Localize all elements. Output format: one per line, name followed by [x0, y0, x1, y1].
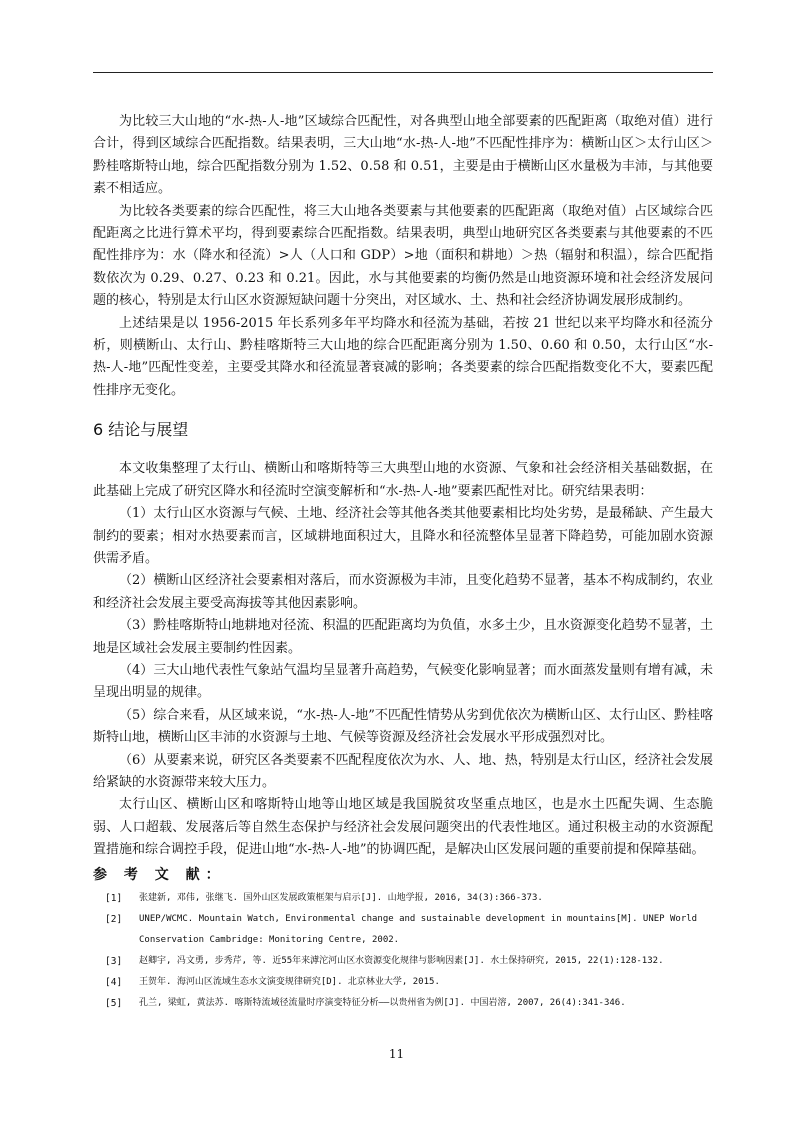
- reference-text: UNEP/WCMC. Mountain Watch, Environmental change and sustainable development in mountains[M]. UNEP World Conservation Cambridge: Monitoring Centre, 2002.: [139, 913, 698, 945]
- reference-item: [93, 972, 713, 993]
- reference-number: [1]: [105, 892, 123, 904]
- closing-paragraph: 太行山区、横断山区和喀斯特山地等山地区域是我国脱贫攻坚重点地区，也是水土匹配失调、生态脆弱、人口超载、发展落后等自然生态保护与经济社会发展问题突出的代表性地区。通过积极主动的水资源配置措施和综合调控手段，促进山地“水-热-人-地”的协调匹配，是解决山区发展问题的重要前提和保障基础。: [93, 797, 713, 858]
- reference-text: 赵卿宇, 冯文勇, 步秀芹, 等. 近55年来滹沱河山区水资源变化规律与影响因素[J]. 水土保持研究, 2015, 22(1):128-132.: [139, 955, 664, 966]
- reference-item: [93, 909, 713, 951]
- reference-number: [2]: [105, 913, 123, 925]
- finding-item: （5）综合来看，从区域来说，“水-热-人-地”不匹配性情势从劣到优依次为横断山区、太行山区、黔桂喀斯特山地，横断山区丰沛的水资源与土地、气候等资源及经济社会发展水平形成强烈对比。: [93, 707, 713, 746]
- page-number: 11: [388, 1047, 405, 1061]
- reference-number: [4]: [105, 976, 123, 988]
- finding-item: （3）黔桂喀斯特山地耕地对径流、积温的匹配距离均为负值，水多土少，且水资源变化趋势不显著，土地是区域社会发展主要制约性因素。: [93, 618, 713, 656]
- finding-item: （1）太行山区水资源与气候、土地、经济社会等其他各类其他要素相比均处劣势，是最稀缺、产生最大制约的要素；相对水热要素而言，区域耕地面积过大，且降水和径流整体呈显著下降趋势，可能加剧水资源供需矛盾。: [93, 506, 713, 566]
- section-title-conclusion: 6 结论与展望: [93, 420, 189, 440]
- reference-text: 孔兰, 梁虹, 黄法苏. 喀斯特流域径流量时序演变特征分析——以贵州省为例[J]. 中国岩溶, 2007, 26(4):341-346.: [139, 997, 626, 1008]
- reference-text: 王贺年. 海河山区流域生态水文演变规律研究[D]. 北京林业大学, 2015.: [139, 976, 440, 987]
- references-title: 参 考 文 献：: [93, 866, 226, 883]
- reference-item: [93, 993, 713, 1014]
- reference-item: [93, 888, 713, 909]
- reference-number: [3]: [105, 955, 123, 967]
- reference-number: [5]: [105, 997, 123, 1009]
- reference-text: 张建新, 邓伟, 张继飞. 国外山区发展政策框架与启示[J]. 山地学报, 2016, 34(3):366-373.: [139, 892, 543, 903]
- conclusion-intro: 本文收集整理了太行山、横断山和喀斯特等三大典型山地的水资源、气象和社会经济相关基础数据，在此基础上完成了研究区降水和径流时空演变解析和“水-热-人-地”要素匹配性对比。研究结果表明：: [93, 461, 713, 499]
- finding-item: （6）从要素来说，研究区各类要素不匹配程度依次为水、人、地、热，特别是太行山区，经济社会发展给紧缺的水资源带来较大压力。: [93, 752, 713, 790]
- paragraph-regional-matching: 为比较三大山地的“水-热-人-地”区域综合匹配性，对各典型山地全部要素的匹配距离（取绝对值）进行合计，得到区域综合匹配指数。结果表明，三大山地“水-热-人-地”不匹配性排序为：横断山区＞太行山区＞黔桂喀斯特山地，综合匹配指数分别为 1.52、0.58 和 0.51，主要是由于横断山区水量极为丰沛，与其他要素不相适应。: [93, 114, 713, 197]
- paragraph-21st-century-analysis: 上述结果是以 1956-2015 年长系列多年平均降水和径流为基础，若按 21 世纪以来平均降水和径流分析，则横断山、太行山、黔桂喀斯特三大山地的综合匹配距离分别为 1.50、0.60 和 0.50，太行山区“水-热-人-地”匹配性变差，主要受其降水和径流显著衰减的影响；各类要素的综合匹配指数变化不大，要素匹配性排序无变化。: [93, 315, 713, 398]
- paragraph-element-matching: 为比较各类要素的综合匹配性，将三大山地各类要素与其他要素的匹配距离（取绝对值）占区域综合匹配距离之比进行算术平均，得到要素综合匹配指数。结果表明，典型山地研究区各类要素与其他要素的不匹配性排序为：水（降水和径流）>人（人口和 GDP）>地（面积和耕地）＞热（辐射和积温），综合匹配指数依次为 0.29、0.27、0.23 和 0.21。因此，水与其他要素的均衡仍然是山地资源环境和社会经济发展问题的核心，特别是太行山区水资源短缺问题十分突出，对区域水、土、热和社会经济协调发展形成制约。: [93, 203, 713, 309]
- references-list: [93, 888, 713, 1014]
- reference-item: [93, 951, 713, 972]
- finding-item: （4）三大山地代表性气象站气温均呈显著升高趋势，气候变化影响显著；而水面蒸发量则有增有减，未呈现出明显的规律。: [93, 662, 713, 701]
- main-content: [93, 111, 713, 1014]
- header-rule: [93, 72, 713, 73]
- finding-item: （2）横断山区经济社会要素相对落后，而水资源极为丰沛，且变化趋势不显著，基本不构成制约，农业和经济社会发展主要受高海拔等其他因素影响。: [93, 573, 713, 611]
